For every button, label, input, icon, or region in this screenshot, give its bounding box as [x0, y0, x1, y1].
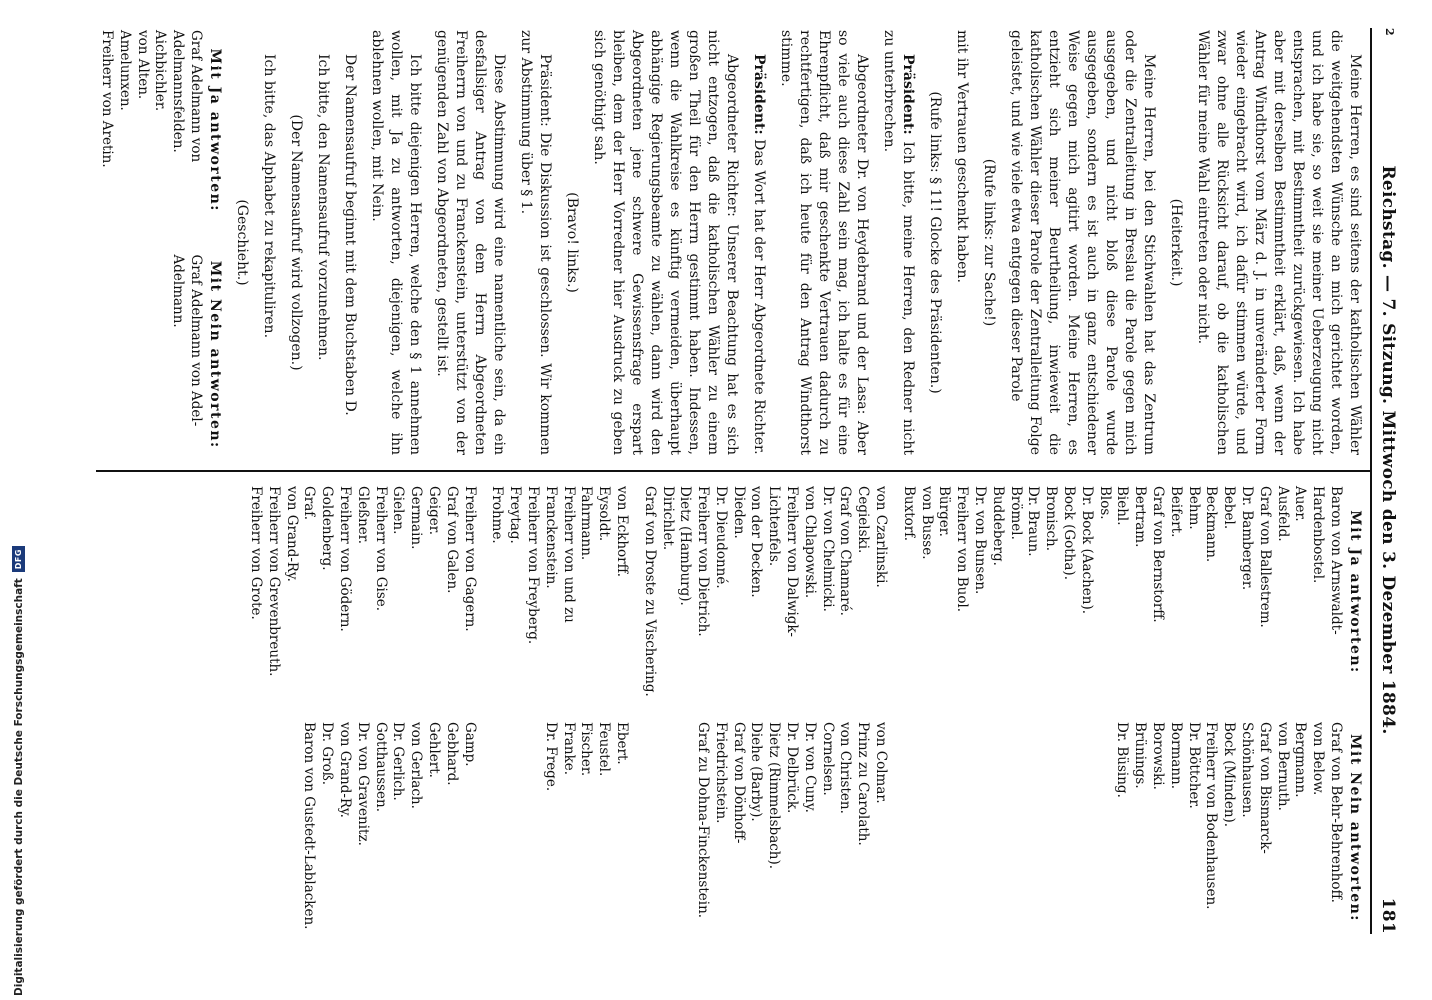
paragraph: Abgeordneter Richter: Unserer Beachtung hat es sich nicht entzogen, daß die katholischen Wähler zu einem großen Theil für den Herrn gestimmt haben. Indessen, wenn die Wahlkreise es künftig vermeiden, überhaupt abhängige Regierungsbeamte zu wählen, dann wird den Abgeordneten jene schwere Gewissensfrage erspart bleiben, dem der Herr Vorredner hier Ausdruck zu geben sich genöthigt sah.: [591, 30, 740, 455]
member-name: Brömel.: [1007, 486, 1024, 540]
member-name: Dr. von Cuny.: [801, 722, 818, 813]
member-name: Freiherr von Dietrich.: [695, 486, 712, 637]
no-list: [640, 722, 889, 934]
member-name: Auer.: [1292, 486, 1309, 522]
digitization-credit: [12, 546, 25, 996]
no-list: [899, 722, 1364, 934]
yes-list: [640, 486, 889, 698]
member-name: Freiherr von Gödern.: [336, 486, 353, 632]
member-name: Buddeberg.: [989, 486, 1006, 566]
member-name: Dirichlet.: [659, 486, 676, 551]
member-name: Graf zu Dohna-Finckenstein.: [695, 722, 712, 919]
member-name: Dr. Braun.: [1025, 486, 1042, 557]
member-name: Dr. Groß.: [319, 722, 336, 786]
member-name: von Chlapowski.: [801, 486, 818, 599]
no-list: [97, 255, 224, 456]
member-name: Bebel.: [1221, 486, 1238, 530]
member-name: Amelunxen.: [116, 30, 133, 111]
member-name: Bertram.: [1132, 486, 1149, 548]
member-name: Freytag.: [507, 486, 524, 544]
member-name: Freiherr von und zu Franckenstein.: [542, 486, 577, 623]
member-name: von Eckhorff.: [613, 486, 630, 578]
member-name: von Grand-Ry.: [336, 722, 353, 818]
member-name: von der Decken.: [748, 486, 765, 598]
name-list: [488, 486, 630, 698]
member-name: Dr. von Chelmicki.: [819, 486, 836, 612]
member-name: Graf Adelmann von Adel-Adelmann.: [170, 254, 204, 427]
paragraph: Meine Herren, es sind seitens der katholischen Wähler die weitgehendsten Wünsche an mich gerichtet worden, und ich habe sie, so weit sie meiner Ueberzeugung nicht entsprachen, mit Bestimmtheit zurückgewiesen. Ich habe aber mit derselben Bestimmtheit erklärt, daß, wenn der Antrag Windthorst vom März d. J. in unveränderter Form wieder eingebracht wird, ich dafür stimmen würde, und zwar ohne alle Rücksicht darauf, ob die katholischen Wähler für meine Wahl eintreten oder nicht.: [1195, 30, 1363, 455]
member-name: Graf von Bernstorff.: [1150, 486, 1167, 623]
page-header: [1368, 28, 1398, 934]
member-name: Gebhard.: [443, 722, 460, 786]
member-name: Ausfeld.: [1274, 486, 1291, 542]
vote-lists-a: [97, 30, 224, 455]
left-column: [87, 30, 1364, 455]
member-name: Bock (Gotha).: [1061, 486, 1078, 580]
member-name: Gleßner.: [354, 486, 371, 545]
member-name: von Gerlach.: [408, 722, 425, 809]
member-name: Graf von Galen.: [443, 486, 460, 594]
member-name: Freiherr von Aretin.: [99, 30, 116, 168]
name-list: [300, 722, 478, 934]
yes-list: [488, 486, 630, 698]
vote-lists-b4: [246, 486, 477, 934]
vote-lists-b2: [640, 486, 889, 934]
member-name: Diehe (Barby).: [748, 722, 765, 822]
no-heading: Mit Nein antworten:: [207, 260, 223, 449]
member-name: Freiherr von Dalwigk-Lichtenfels.: [766, 486, 801, 637]
speech: Ich bitte, meine Herren, den Redner nicht zu unterbrechen.: [881, 30, 916, 456]
yes-heading: Mit Ja antworten:: [1347, 510, 1363, 674]
paragraph: Diese Abstimmung wird eine namentliche sein, da ein desfallsiger Antrag von dem Herrn Abgeordneten Freiherrn von und zu Franckenstein, unterstützt von der genügenden Zahl von Abgeordneten, gestellt ist.: [434, 30, 507, 455]
member-name: von Busse.: [918, 486, 935, 560]
member-name: Bronisch.: [1043, 486, 1060, 551]
speech: Das Wort hat der Herr Abgeordnete Richter.: [751, 139, 767, 455]
no-list: [488, 722, 630, 934]
yes-list: [899, 486, 1364, 698]
header-rule: [1371, 28, 1373, 934]
member-name: Ebert.: [613, 722, 630, 765]
credit-text: Digitalisierung gefördert durch die Deutsche Forschungsgemeinschaft: [12, 578, 25, 996]
paragraph: Ich bitte diejenigen Herren, welche den § 1 annehmen wollen, mit Ja zu antworten, diejenigen, welche ihn ablehnen wollen, mit Nein.: [369, 30, 423, 455]
member-name: Gamp.: [461, 722, 478, 767]
member-name: von Colmar.: [873, 722, 890, 804]
member-name: Brünings.: [1132, 722, 1149, 789]
name-list: [541, 722, 630, 934]
remark: (Heiterkeit.): [1168, 198, 1184, 287]
member-name: Freiherr von Grote.: [247, 486, 264, 620]
name-list: [97, 30, 204, 231]
name-list: [246, 486, 477, 698]
member-name: Beckmann.: [1203, 486, 1220, 563]
paragraph: Ich bitte, den Namensaufruf vorzunehmen.: [315, 54, 331, 361]
member-name: Dr. Büsing.: [1114, 722, 1131, 798]
member-name: Freiherr von Bodenhausen.: [1203, 722, 1220, 910]
member-name: Dr. Bamberger.: [1239, 486, 1256, 591]
member-name: Graf von Ballestrem.: [1256, 486, 1273, 628]
member-name: Graf von Chamaré.: [837, 486, 854, 616]
member-name: Dr. Böttcher.: [1185, 722, 1202, 809]
member-name: Biehl.: [1114, 486, 1131, 526]
member-name: Dietz (Rimmelsbach).: [766, 722, 783, 870]
dfg-logo: DFG: [12, 546, 25, 572]
member-name: Geiger.: [425, 486, 442, 535]
member-name: Bergmann.: [1292, 722, 1309, 798]
member-name: Dr. von Gravenitz.: [354, 722, 371, 846]
no-heading: Mit Nein antworten:: [1347, 734, 1363, 922]
paragraph: Meine Herren, bei den Stichwahlen hat das Zentrum oder die Zentralleitung in Breslau die Parole gegen mich ausgegeben, und nicht bloß diese Parole wurde ausgegeben, sondern es ist auch in ganz entschiedener Weise gegen mich agitirt worden. Meine Herren, es entzieht sich meiner Beurtheilung, inwieweit die katholischen Wähler dieser Parole der Zentralleitung Folge geleistet, und wie viele etwa entgegen dieser Parole: [1008, 30, 1157, 455]
member-name: Cornelsen.: [819, 722, 836, 796]
column-divider: [96, 470, 1370, 472]
name-list: [1113, 722, 1344, 934]
member-name: Bürger.: [936, 486, 953, 537]
member-name: Dr. Bock (Aachen).: [1078, 486, 1095, 615]
speaker-label: Präsident:: [751, 54, 767, 135]
page-number: 181: [1378, 897, 1398, 934]
member-name: Freiherr von Gise.: [372, 486, 389, 612]
member-name: von Czarlinski.: [873, 486, 890, 588]
member-name: Beifert.: [1167, 486, 1184, 538]
member-name: Graf.: [301, 486, 318, 521]
member-name: Freiherr von Grevenbreuth.: [265, 486, 282, 677]
member-name: Dieden.: [730, 486, 747, 539]
remark: (Der Namensaufruf wird vollzogen.): [288, 114, 304, 371]
paragraph: [879, 30, 917, 455]
member-name: Franke.: [560, 722, 577, 776]
name-list: [693, 722, 889, 934]
member-name: von Below.: [1310, 722, 1327, 796]
member-name: Fahrmann.: [578, 486, 595, 561]
member-name: Dr. von Bunsen.: [972, 486, 989, 595]
yes-list: [97, 30, 224, 231]
remark: (Bravo! links.): [564, 192, 580, 293]
member-name: Graf von Droste zu Vischering.: [641, 486, 658, 697]
paragraph: [749, 30, 768, 455]
member-name: von Grand-Ry.: [283, 486, 300, 582]
member-name: Cegielski.: [855, 486, 872, 554]
name-list: [899, 486, 1344, 698]
name-list: [168, 255, 204, 456]
member-name: Gehlert.: [425, 722, 442, 778]
member-name: Dietz (Hamburg).: [677, 486, 694, 606]
member-name: Dr. Delbrück.: [784, 722, 801, 814]
name-list: [640, 486, 889, 698]
member-name: Goldenberg.: [319, 486, 336, 571]
member-name: von Bernuth.: [1274, 722, 1291, 811]
member-name: Germain.: [408, 486, 425, 550]
member-name: Eysoldt.: [596, 486, 613, 542]
paragraph: Ich bitte, das Alphabet zu rekapituliren.: [261, 54, 277, 339]
member-name: Blos.: [1096, 486, 1113, 520]
member-name: Frohme.: [489, 486, 506, 544]
member-name: Freiherr von Buol.: [954, 486, 971, 613]
yes-heading: Mit Ja antworten:: [207, 48, 223, 212]
member-name: Dr. Gerlich.: [390, 722, 407, 801]
member-name: Buxtorf.: [900, 486, 917, 542]
remark: (Rufe links: § 11! Glocke des Präsidenten.): [927, 91, 943, 394]
member-name: Freiherr von Gagern.: [461, 486, 478, 632]
member-name: Graf Adelmann von Adelmannsfelden.: [170, 30, 204, 163]
member-name: Aichbichler.: [152, 30, 169, 112]
left-mark: 2: [1383, 28, 1396, 36]
member-name: von Christen.: [837, 722, 854, 814]
paragraph: Der Namensaufruf beginnt mit dem Buchstaben D.: [342, 54, 358, 416]
vote-lists-b: [899, 486, 1364, 934]
remark: (Geschieht.): [234, 199, 250, 286]
paragraph: Abgeordneter Dr. von Heydebrand und der Lasa: Aber so viele auch diese Zahl sein mag, ich halte es für eine Ehrenpflicht, daß mir geschenkte Vertrauen dadurch zu rechtfertigen, daß ich heute für den Antrag Windthorst stimme.: [778, 30, 870, 455]
member-name: Baron von Gustedt-Lablacken.: [301, 722, 318, 930]
member-name: von Alten.: [134, 30, 151, 100]
member-name: Bormann.: [1167, 722, 1184, 790]
vote-lists-b3: [488, 486, 630, 934]
member-name: Graf von Bismarck-Schönhausen.: [1239, 722, 1273, 854]
member-name: Feustel.: [596, 722, 613, 777]
member-name: Dr. Frege.: [542, 722, 559, 792]
right-column: [236, 486, 1364, 934]
member-name: Bock (Minden).: [1221, 722, 1238, 828]
no-list: [246, 722, 477, 934]
speaker-label: Präsident:: [900, 54, 916, 135]
member-name: Borowski.: [1150, 722, 1167, 790]
member-name: Baron von Arnswaldt-Hardenbostel.: [1310, 486, 1344, 635]
paragraph: mit ihr Vertrauen geschenkt haben.: [954, 30, 970, 283]
running-title: Reichstag. — 7. Sitzung. Mittwoch den 3. Dezember 1884.: [1378, 165, 1398, 735]
member-name: Gotthaussen.: [372, 722, 389, 813]
member-name: Prinz zu Carolath.: [855, 722, 872, 846]
member-name: Freiherr von Freyberg.: [524, 486, 541, 645]
remark: (Rufe links: zur Sache!): [981, 158, 997, 327]
member-name: Graf von Behr-Behrenhoff.: [1328, 722, 1344, 903]
member-name: Fischer.: [578, 722, 595, 777]
member-name: Behm.: [1185, 486, 1202, 530]
paragraph: Präsident: Die Diskussion ist geschlossen. Wir kommen zur Abstimmung über § 1.: [518, 30, 553, 455]
member-name: Dr. Dieudonné.: [712, 486, 729, 589]
yes-list: [246, 486, 477, 698]
member-name: Gielen.: [390, 486, 407, 535]
member-name: Graf von Dönhoff-Friedrichstein.: [712, 722, 747, 844]
